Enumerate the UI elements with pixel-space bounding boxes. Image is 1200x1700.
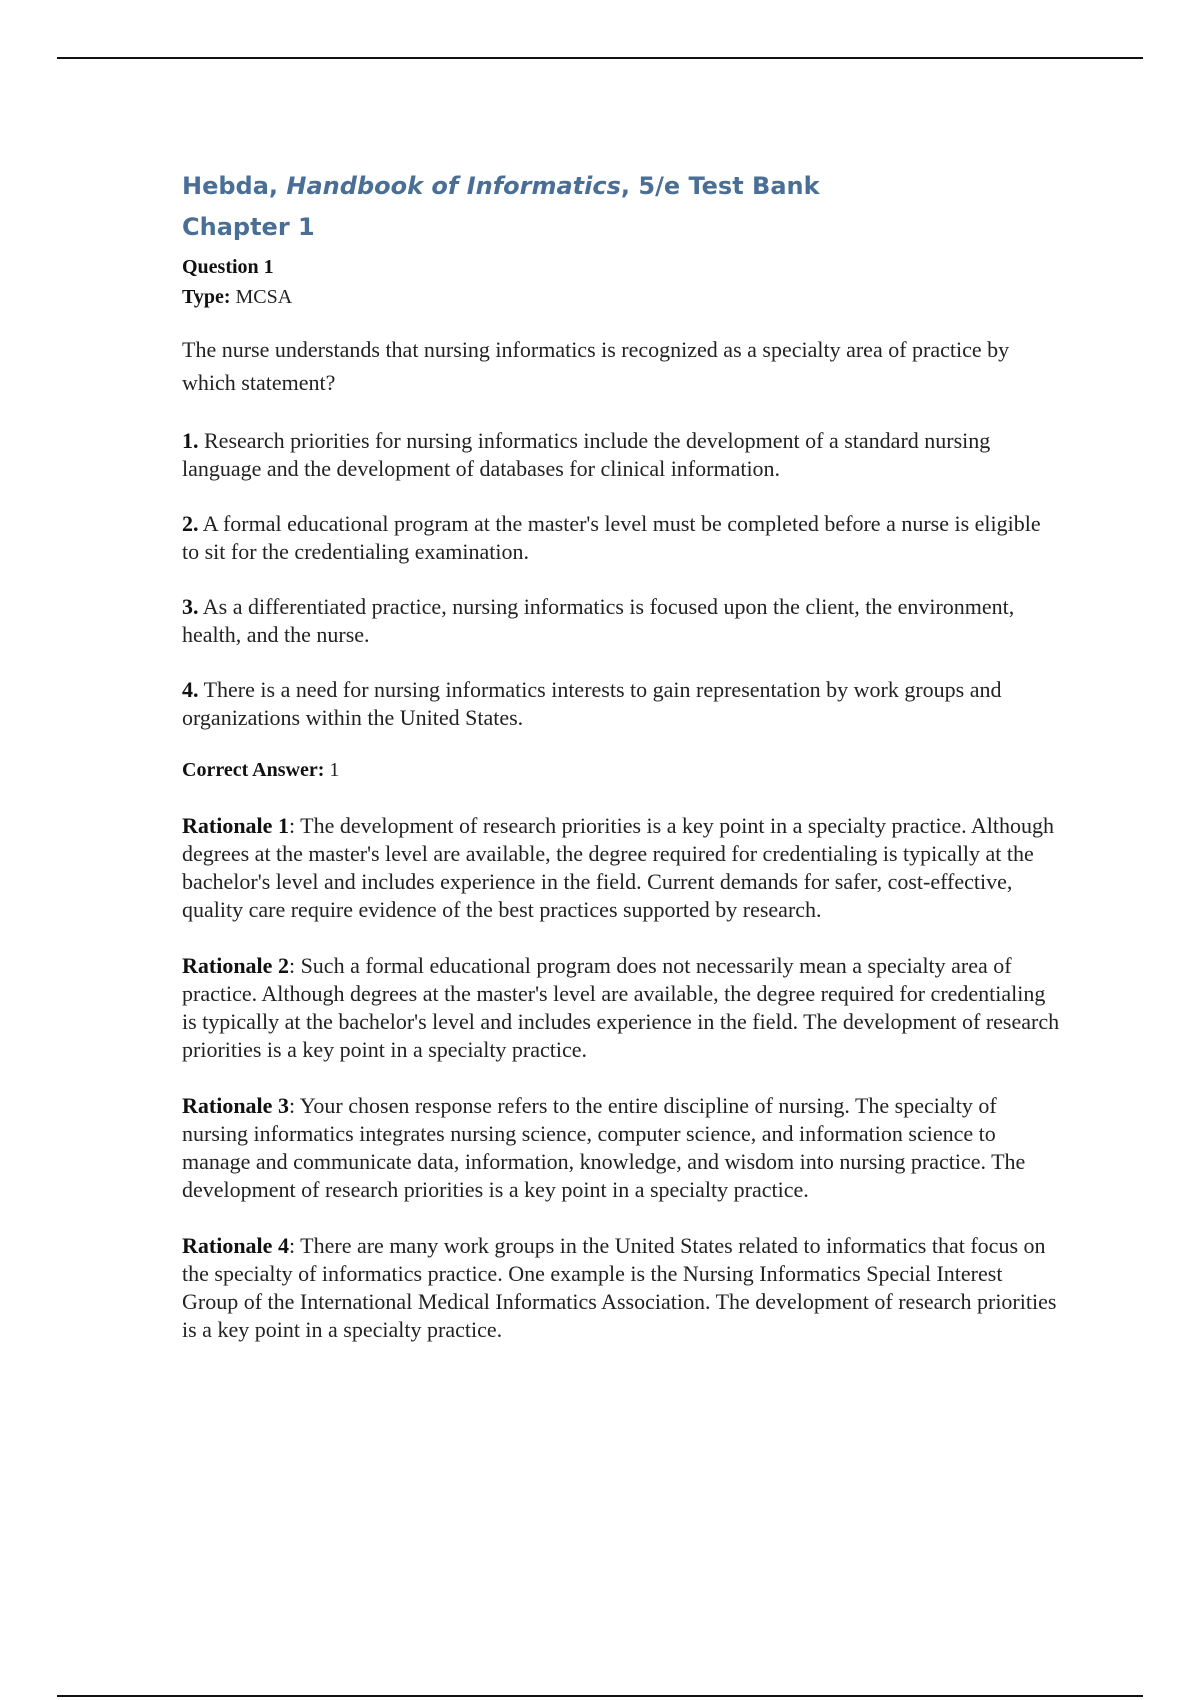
edition-label: , 5/e Test Bank bbox=[620, 172, 820, 200]
rationale-label: Rationale 3 bbox=[182, 1093, 289, 1118]
rationale-text: : Such a formal educational program does not necessarily mean a specialty area of practice. Although degrees at the master's level are available, the degree required for credentialing is typically at the bachelor's level and includes experience in the field. The development of research priorities is a key point in a specialty practice. bbox=[182, 953, 1060, 1062]
option-text: Research priorities for nursing informatics include the development of a standard nursing language and the development of databases for clinical information. bbox=[182, 428, 991, 481]
rationale-3 bbox=[182, 1092, 1062, 1204]
question-meta bbox=[182, 252, 1062, 312]
rationale-text: : The development of research priorities is a key point in a specialty practice. Although degrees at the master's level are available, the degree required for credentialing is typically at the bachelor's level and includes experience in the field. Current demands for safer, cost-effective, quality care require evidence of the best practices supported by research. bbox=[182, 813, 1055, 922]
correct-answer-label: Correct Answer: bbox=[182, 759, 325, 781]
rationale-label: Rationale 4 bbox=[182, 1233, 289, 1258]
rationale-4 bbox=[182, 1232, 1062, 1344]
chapter-heading: Chapter 1 bbox=[182, 213, 315, 241]
type-value: MCSA bbox=[230, 286, 293, 308]
option-text: A formal educational program at the master's level must be completed before a nurse is eligible to sit for the credentialing examination. bbox=[182, 511, 1041, 564]
book-title: Handbook of Informatics bbox=[286, 172, 621, 200]
option-text: As a differentiated practice, nursing informatics is focused upon the client, the environment, health, and the nurse. bbox=[182, 594, 1015, 647]
author-name: Hebda, bbox=[182, 172, 287, 200]
answer-option-2 bbox=[182, 510, 1062, 566]
correct-answer-value: 1 bbox=[324, 759, 340, 781]
rationale-1 bbox=[182, 812, 1062, 924]
option-number: 2. bbox=[182, 511, 199, 536]
answer-option-3 bbox=[182, 593, 1062, 649]
answer-option-4 bbox=[182, 676, 1062, 732]
bottom-rule bbox=[57, 1695, 1143, 1697]
question-stem: The nurse understands that nursing informatics is recognized as a specialty area of practice by which statement? bbox=[182, 337, 1010, 395]
rationale-label: Rationale 1 bbox=[182, 813, 289, 838]
option-number: 4. bbox=[182, 677, 199, 702]
book-title-heading bbox=[182, 170, 1062, 202]
rationale-2 bbox=[182, 952, 1062, 1064]
answer-option-1 bbox=[182, 427, 1062, 483]
option-number: 1. bbox=[182, 428, 199, 453]
rationale-text: : There are many work groups in the United States related to informatics that focus on the specialty of informatics practice. One example is the Nursing Informatics Special Interest Group of the International Medical Informatics Association. The development of research priorities is a key point in a specialty practice. bbox=[182, 1233, 1057, 1342]
option-number: 3. bbox=[182, 594, 199, 619]
type-label: Type: bbox=[182, 286, 231, 308]
option-text: There is a need for nursing informatics interests to gain representation by work groups and organizations within the United States. bbox=[182, 677, 1002, 730]
question-label: Question 1 bbox=[182, 256, 274, 278]
rationale-text: : Your chosen response refers to the entire discipline of nursing. The specialty of nursing informatics integrates nursing science, computer science, and information science to manage and communicate data, information, knowledge, and wisdom into nursing practice. The development of research priorities is a key point in a specialty practice. bbox=[182, 1093, 1026, 1202]
document-page bbox=[182, 168, 1062, 1344]
rationale-label: Rationale 2 bbox=[182, 953, 289, 978]
top-rule bbox=[57, 57, 1143, 59]
correct-answer bbox=[182, 756, 1062, 784]
